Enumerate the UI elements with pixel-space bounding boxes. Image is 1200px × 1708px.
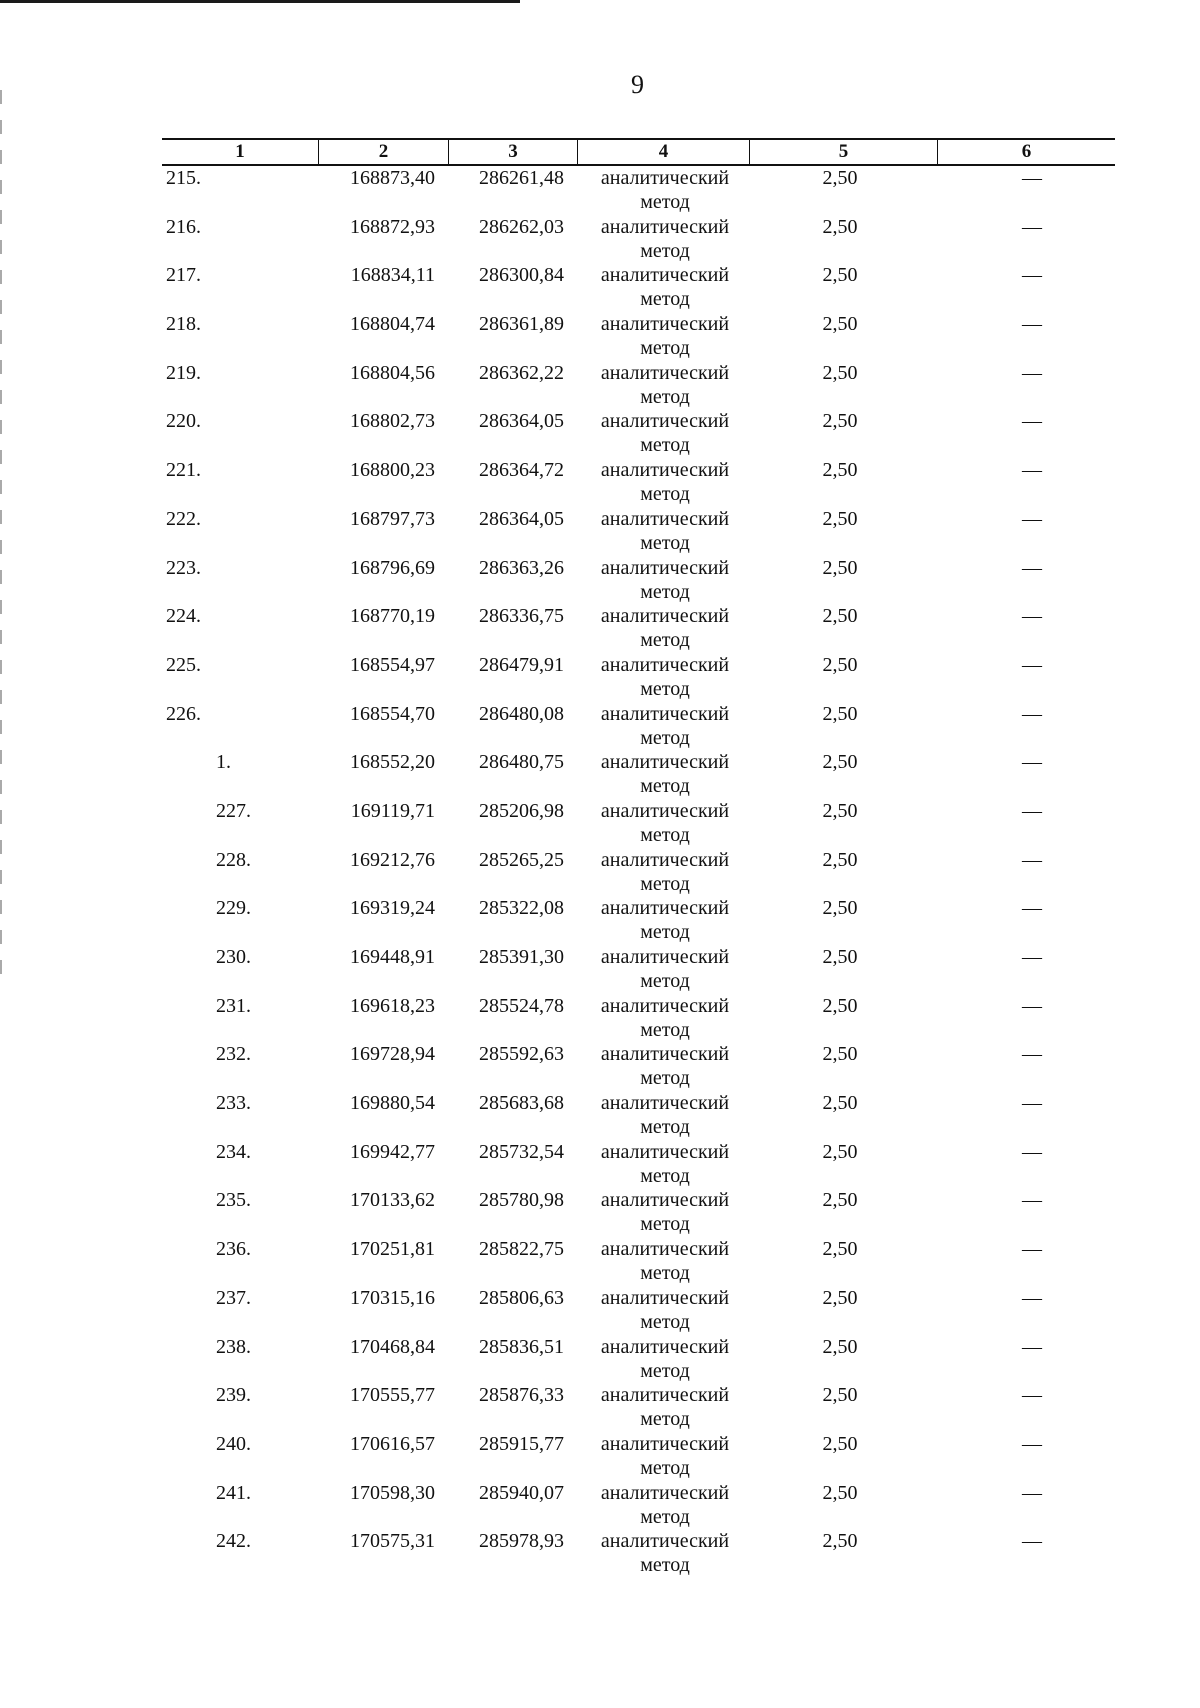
accuracy-value: 2,50 <box>822 361 858 384</box>
coordinate-x: 168796,69 <box>350 556 435 579</box>
point-number: 233. <box>216 1092 251 1115</box>
determination-method: аналитический метод <box>600 1043 730 1090</box>
determination-method: аналитический метод <box>600 946 730 992</box>
point-number: 232. <box>216 1043 251 1066</box>
coordinate-y: 286480,75 <box>479 751 564 774</box>
accuracy-value: 2,50 <box>822 167 858 189</box>
point-number: 216. <box>166 215 201 238</box>
point-number: 229. <box>216 897 251 920</box>
note-dash: — <box>1022 1238 1042 1261</box>
column-header: 5 <box>750 140 938 164</box>
determination-method: аналитический метод <box>600 994 730 1041</box>
coordinate-y: 286363,26 <box>479 556 564 579</box>
table-row <box>162 1042 1115 1091</box>
coordinate-x: 168804,74 <box>350 313 435 336</box>
determination-method: аналитический метод <box>600 751 730 798</box>
coordinate-y: 286361,89 <box>479 313 564 336</box>
table-row <box>162 750 1115 799</box>
determination-method: аналитический метод <box>600 556 730 603</box>
point-number: 230. <box>216 946 251 968</box>
point-number: 239. <box>216 1384 251 1407</box>
table-row <box>162 263 1115 312</box>
accuracy-value: 2,50 <box>822 1189 858 1212</box>
coordinate-y: 285592,63 <box>479 1043 564 1066</box>
determination-method: аналитический метод <box>600 897 730 944</box>
table-row <box>162 1335 1115 1384</box>
determination-method: аналитический метод <box>600 1335 730 1382</box>
coordinate-y: 285806,63 <box>479 1286 564 1309</box>
point-number: 221. <box>166 459 201 482</box>
accuracy-value: 2,50 <box>822 1286 858 1309</box>
note-dash: — <box>1022 459 1042 482</box>
determination-method: аналитический метод <box>600 1140 730 1187</box>
point-number: 224. <box>166 605 201 628</box>
table-row <box>162 1383 1115 1432</box>
table-row <box>162 312 1115 361</box>
note-dash: — <box>1022 751 1042 774</box>
table-row <box>162 361 1115 410</box>
point-number: 215. <box>166 167 201 189</box>
coordinate-y: 286364,05 <box>479 507 564 530</box>
coordinate-y: 286364,72 <box>479 459 564 482</box>
point-number: 241. <box>216 1481 251 1504</box>
table-row <box>162 1188 1115 1237</box>
note-dash: — <box>1022 946 1042 968</box>
note-dash: — <box>1022 361 1042 384</box>
coordinate-x: 168873,40 <box>350 167 435 189</box>
accuracy-value: 2,50 <box>822 1092 858 1115</box>
accuracy-value: 2,50 <box>822 1238 858 1261</box>
table-row <box>162 507 1115 556</box>
accuracy-value: 2,50 <box>822 994 858 1017</box>
coordinate-x: 169880,54 <box>350 1092 435 1115</box>
point-number: 240. <box>216 1432 251 1455</box>
coordinate-y: 285780,98 <box>479 1189 564 1212</box>
note-dash: — <box>1022 1384 1042 1407</box>
column-header: 6 <box>1021 141 1032 162</box>
table-row <box>162 653 1115 702</box>
point-number: 219. <box>166 361 201 384</box>
table-row <box>162 1432 1115 1481</box>
accuracy-value: 2,50 <box>822 264 858 287</box>
coordinate-y: 286480,08 <box>479 702 564 725</box>
note-dash: — <box>1022 1140 1042 1163</box>
table-body <box>162 166 1115 1578</box>
coordinate-y: 285206,98 <box>479 799 564 822</box>
coordinate-x: 169119,71 <box>350 799 435 822</box>
coordinate-y: 285322,08 <box>479 897 564 920</box>
accuracy-value: 2,50 <box>822 1384 858 1407</box>
point-number: 227. <box>216 799 251 822</box>
table-row <box>162 1237 1115 1286</box>
column-header: 1 <box>162 140 319 164</box>
determination-method: аналитический метод <box>600 1530 730 1577</box>
determination-method: аналитический метод <box>600 1432 730 1479</box>
column-header: 4 <box>578 140 750 164</box>
determination-method: аналитический метод <box>600 264 730 311</box>
table-header <box>162 138 1115 166</box>
scan-left-margin-marks <box>0 90 2 990</box>
note-dash: — <box>1022 1286 1042 1309</box>
table-row <box>162 994 1115 1043</box>
table-row <box>162 848 1115 897</box>
coordinate-y: 285978,93 <box>479 1530 564 1553</box>
note-dash: — <box>1022 1189 1042 1212</box>
column-header: 3 <box>449 140 578 164</box>
table-row <box>162 604 1115 653</box>
accuracy-value: 2,50 <box>822 1140 858 1163</box>
coordinate-x: 169728,94 <box>350 1043 435 1066</box>
coordinate-y: 285876,33 <box>479 1384 564 1407</box>
note-dash: — <box>1022 556 1042 579</box>
coordinate-x: 169618,23 <box>350 994 435 1017</box>
note-dash: — <box>1022 605 1042 628</box>
point-number: 223. <box>166 556 201 579</box>
note-dash: — <box>1022 1043 1042 1066</box>
note-dash: — <box>1022 1092 1042 1115</box>
coordinate-x: 170598,30 <box>350 1481 435 1504</box>
determination-method: аналитический метод <box>600 848 730 895</box>
point-number: 226. <box>166 702 201 725</box>
accuracy-value: 2,50 <box>822 313 858 336</box>
determination-method: аналитический метод <box>600 507 730 554</box>
point-number: 217. <box>166 264 201 287</box>
coordinate-y: 285940,07 <box>479 1481 564 1504</box>
coordinate-x: 168554,97 <box>350 653 435 676</box>
table-row <box>162 556 1115 605</box>
coordinate-x: 168834,11 <box>350 264 435 287</box>
note-dash: — <box>1022 994 1042 1017</box>
coordinate-x: 168800,23 <box>350 459 435 482</box>
coordinate-y: 286262,03 <box>479 215 564 238</box>
table-row <box>162 215 1115 264</box>
determination-method: аналитический метод <box>600 605 730 652</box>
coordinate-y: 285836,51 <box>479 1335 564 1358</box>
table-row <box>162 1140 1115 1189</box>
coordinate-x: 169942,77 <box>350 1140 435 1163</box>
point-number: 236. <box>216 1238 251 1261</box>
determination-method: аналитический метод <box>600 361 730 408</box>
table-row <box>162 166 1115 215</box>
determination-method: аналитический метод <box>600 410 730 457</box>
accuracy-value: 2,50 <box>822 556 858 579</box>
accuracy-value: 2,50 <box>822 653 858 676</box>
accuracy-value: 2,50 <box>822 1043 858 1066</box>
note-dash: — <box>1022 1335 1042 1358</box>
accuracy-value: 2,50 <box>822 897 858 920</box>
note-dash: — <box>1022 799 1042 822</box>
note-dash: — <box>1022 410 1042 433</box>
accuracy-value: 2,50 <box>822 799 858 822</box>
table-row <box>162 409 1115 458</box>
table-row <box>162 702 1115 751</box>
coordinate-x: 170315,16 <box>350 1286 435 1309</box>
table-row <box>162 1529 1115 1578</box>
coordinate-y: 286261,48 <box>479 167 564 189</box>
coordinate-x: 170251,81 <box>350 1238 435 1261</box>
determination-method: аналитический метод <box>600 459 730 506</box>
coordinate-x: 168797,73 <box>350 507 435 530</box>
note-dash: — <box>1022 507 1042 530</box>
note-dash: — <box>1022 653 1042 676</box>
point-number: 234. <box>216 1140 251 1163</box>
coordinate-y: 286479,91 <box>479 653 564 676</box>
coordinate-x: 169212,76 <box>350 848 435 871</box>
table-row <box>162 1286 1115 1335</box>
page-number: 9 <box>631 70 644 99</box>
point-number: 218. <box>166 313 201 336</box>
accuracy-value: 2,50 <box>822 702 858 725</box>
determination-method: аналитический метод <box>600 313 730 360</box>
coordinate-x: 168554,70 <box>350 702 435 725</box>
note-dash: — <box>1022 897 1042 920</box>
point-number: 238. <box>216 1335 251 1358</box>
coordinate-x: 168770,19 <box>350 605 435 628</box>
accuracy-value: 2,50 <box>822 1530 858 1553</box>
coordinate-y: 285683,68 <box>479 1092 564 1115</box>
coordinate-x: 169319,24 <box>350 897 435 920</box>
note-dash: — <box>1022 167 1042 189</box>
note-dash: — <box>1022 702 1042 725</box>
coordinate-x: 168804,56 <box>350 361 435 384</box>
coordinate-y: 285915,77 <box>479 1432 564 1455</box>
coordinate-y: 286362,22 <box>479 361 564 384</box>
coordinate-y: 285391,30 <box>479 946 564 968</box>
point-number: 220. <box>166 410 201 433</box>
coordinate-x: 169448,91 <box>350 946 435 968</box>
accuracy-value: 2,50 <box>822 946 858 968</box>
point-number: 235. <box>216 1189 251 1212</box>
note-dash: — <box>1022 313 1042 336</box>
coordinate-x: 168872,93 <box>350 215 435 238</box>
table-row <box>162 896 1115 945</box>
coordinate-y: 286336,75 <box>479 605 564 628</box>
table-row <box>162 799 1115 848</box>
determination-method: аналитический метод <box>600 167 730 213</box>
determination-method: аналитический метод <box>600 799 730 846</box>
accuracy-value: 2,50 <box>822 215 858 238</box>
coordinate-x: 168552,20 <box>350 751 435 774</box>
point-number: 1. <box>216 751 231 774</box>
determination-method: аналитический метод <box>600 215 730 262</box>
note-dash: — <box>1022 264 1042 287</box>
accuracy-value: 2,50 <box>822 507 858 530</box>
coordinate-x: 168802,73 <box>350 410 435 433</box>
coordinate-x: 170555,77 <box>350 1384 435 1407</box>
note-dash: — <box>1022 1432 1042 1455</box>
accuracy-value: 2,50 <box>822 1432 858 1455</box>
point-number: 228. <box>216 848 251 871</box>
point-number: 225. <box>166 653 201 676</box>
determination-method: аналитический метод <box>600 1286 730 1333</box>
note-dash: — <box>1022 215 1042 238</box>
accuracy-value: 2,50 <box>822 751 858 774</box>
coordinates-table <box>162 138 1115 1578</box>
accuracy-value: 2,50 <box>822 459 858 482</box>
accuracy-value: 2,50 <box>822 605 858 628</box>
accuracy-value: 2,50 <box>822 410 858 433</box>
table-row <box>162 945 1115 994</box>
coordinate-y: 285732,54 <box>479 1140 564 1163</box>
point-number: 242. <box>216 1530 251 1553</box>
coordinate-x: 170133,62 <box>350 1189 435 1212</box>
coordinate-x: 170616,57 <box>350 1432 435 1455</box>
determination-method: аналитический метод <box>600 1384 730 1431</box>
column-header: 2 <box>319 140 449 164</box>
determination-method: аналитический метод <box>600 1189 730 1236</box>
coordinate-y: 285265,25 <box>479 848 564 871</box>
determination-method: аналитический метод <box>600 702 730 749</box>
table-row <box>162 458 1115 507</box>
determination-method: аналитический метод <box>600 1481 730 1528</box>
determination-method: аналитический метод <box>600 653 730 700</box>
coordinate-y: 286300,84 <box>479 264 564 287</box>
coordinate-x: 170468,84 <box>350 1335 435 1358</box>
point-number: 237. <box>216 1286 251 1309</box>
note-dash: — <box>1022 1530 1042 1553</box>
determination-method: аналитический метод <box>600 1238 730 1285</box>
determination-method: аналитический метод <box>600 1092 730 1139</box>
coordinate-y: 286364,05 <box>479 410 564 433</box>
note-dash: — <box>1022 1481 1042 1504</box>
scan-edge-line <box>0 0 520 3</box>
table-row <box>162 1481 1115 1530</box>
point-number: 231. <box>216 994 251 1017</box>
accuracy-value: 2,50 <box>822 1335 858 1358</box>
note-dash: — <box>1022 848 1042 871</box>
point-number: 222. <box>166 507 201 530</box>
accuracy-value: 2,50 <box>822 1481 858 1504</box>
coordinate-x: 170575,31 <box>350 1530 435 1553</box>
accuracy-value: 2,50 <box>822 848 858 871</box>
coordinate-y: 285524,78 <box>479 994 564 1017</box>
coordinate-y: 285822,75 <box>479 1238 564 1261</box>
table-row <box>162 1091 1115 1140</box>
